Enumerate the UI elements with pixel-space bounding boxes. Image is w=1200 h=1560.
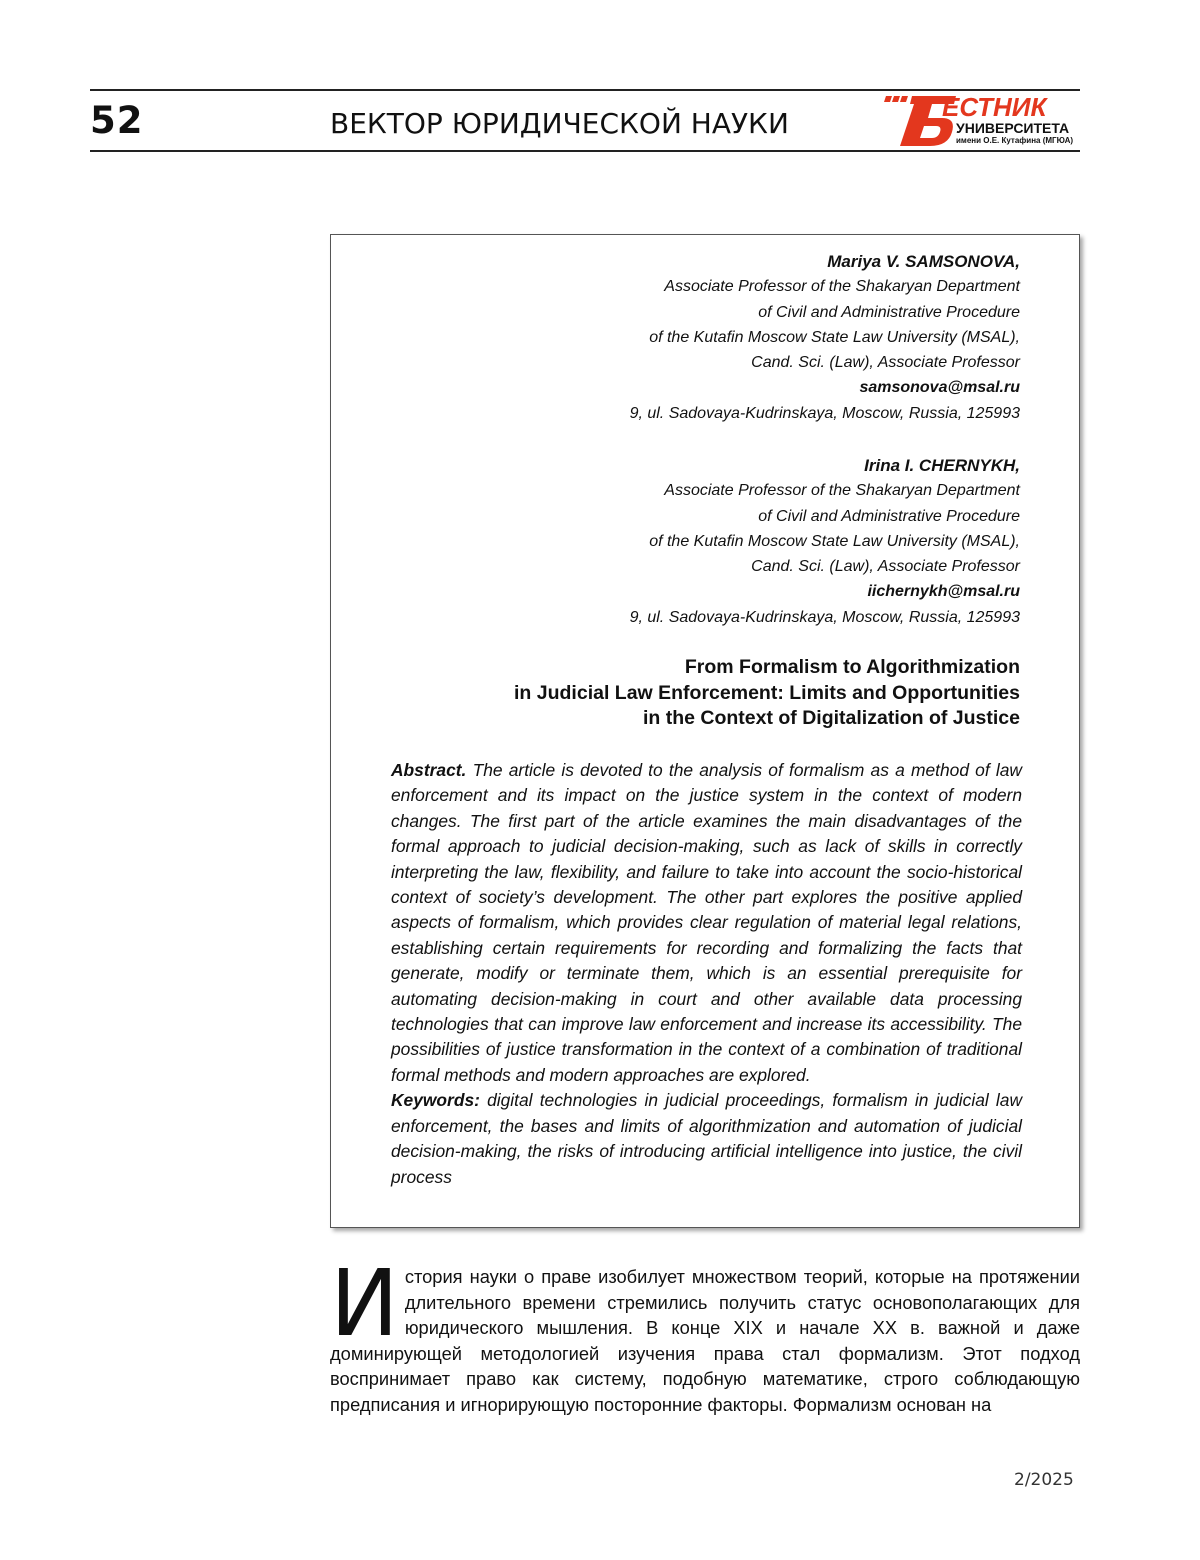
author-block [630, 453, 1020, 630]
article-title-line: From Formalism to Algorithmization [514, 655, 1020, 681]
author-name: Mariya V. SAMSONOVA, [630, 249, 1020, 274]
author-university: of the Kutafin Moscow State Law University (MSAL), [630, 325, 1020, 350]
article-title-line: in the Context of Digitalization of Justice [514, 706, 1020, 732]
abstract-text: The article is devoted to the analysis of formalism as a method of law enforcement and its impact on the justice system in the context of modern changes. The first part of the article examines the main disadvantages of the formal approach to judicial decision-making, such as lack of skills in correctly interpreting the law, flexibility, and failure to take into account the socio-historical context of society’s development. The other part explores the positive applied aspects of formalism, which provides clear regulation of material legal relations, establishing certain requirements for recording and formalizing the facts that generate, modify or terminate them, which is an essential prerequisite for automating decision-making in court and other available data processing technologies that can improve law enforcement and increase its accessibility. The possibilities of justice transformation in the context of a combination of traditional formal methods and modern approaches are explored. [391, 760, 1022, 1085]
author-department: of Civil and Administrative Procedure [630, 300, 1020, 325]
author-address: 9, ul. Sadovaya-Kudrinskaya, Moscow, Russia, 125993 [630, 605, 1020, 630]
author-degree: Cand. Sci. (Law), Associate Professor [630, 350, 1020, 375]
keywords-paragraph [391, 1088, 1022, 1190]
abstract-label: Abstract. [391, 760, 466, 780]
article-info-box [330, 234, 1080, 1228]
header-rule-bottom [90, 150, 1080, 152]
keywords-label: Keywords: [391, 1090, 480, 1110]
drop-cap: И [330, 1268, 399, 1340]
issue-number: 2/2025 [1014, 1470, 1074, 1490]
author-university: of the Kutafin Moscow State Law University (MSAL), [630, 529, 1020, 554]
abstract-paragraph [391, 758, 1022, 1088]
journal-section-title: ВЕКТОР ЮРИДИЧЕСКОЙ НАУКИ [330, 107, 789, 140]
author-department: of Civil and Administrative Procedure [630, 504, 1020, 529]
body-paragraph [330, 1264, 1080, 1418]
abstract-section [391, 758, 1022, 1190]
author-degree: Cand. Sci. (Law), Associate Professor [630, 554, 1020, 579]
body-text: стория науки о праве изобилует множеством теорий, которые на протяжении длительного времени стремились получить статус основополагающих для юридического мышления. В конце XIX и начале XX в. важной и даже доминирующей методологией изучения права стал формализм. Этот подход воспринимает право как систему, подобную математике, строго соблюдающую предписания и игнорирующую посторонние факторы. Формализм основан на [330, 1266, 1080, 1415]
author-email[interactable]: samsonova@msal.ru [630, 375, 1020, 400]
logo-university: УНИВЕРСИТЕТА [956, 120, 1069, 136]
author-block [630, 249, 1020, 426]
journal-logo [882, 92, 1080, 148]
page-number: 52 [90, 99, 144, 142]
keywords-text: digital technologies in judicial proceedings, formalism in judicial law enforcement, the bases and limits of algorithmization and automation of judicial decision-making, the risks of introducing artificial intelligence into justice, the civil process [391, 1090, 1022, 1186]
logo-university-name: имени О.Е. Кутафина (МГЮА) [956, 136, 1073, 145]
header-rule-top [90, 89, 1080, 91]
author-name: Irina I. CHERNYKH, [630, 453, 1020, 478]
author-email[interactable]: iichernykh@msal.ru [630, 579, 1020, 604]
author-position: Associate Professor of the Shakaryan Department [630, 274, 1020, 299]
logo-word: ЕСТНИК [942, 92, 1046, 123]
author-address: 9, ul. Sadovaya-Kudrinskaya, Moscow, Russia, 125993 [630, 401, 1020, 426]
article-title-line: in Judicial Law Enforcement: Limits and Opportunities [514, 681, 1020, 707]
author-position: Associate Professor of the Shakaryan Department [630, 478, 1020, 503]
article-title [514, 655, 1020, 732]
